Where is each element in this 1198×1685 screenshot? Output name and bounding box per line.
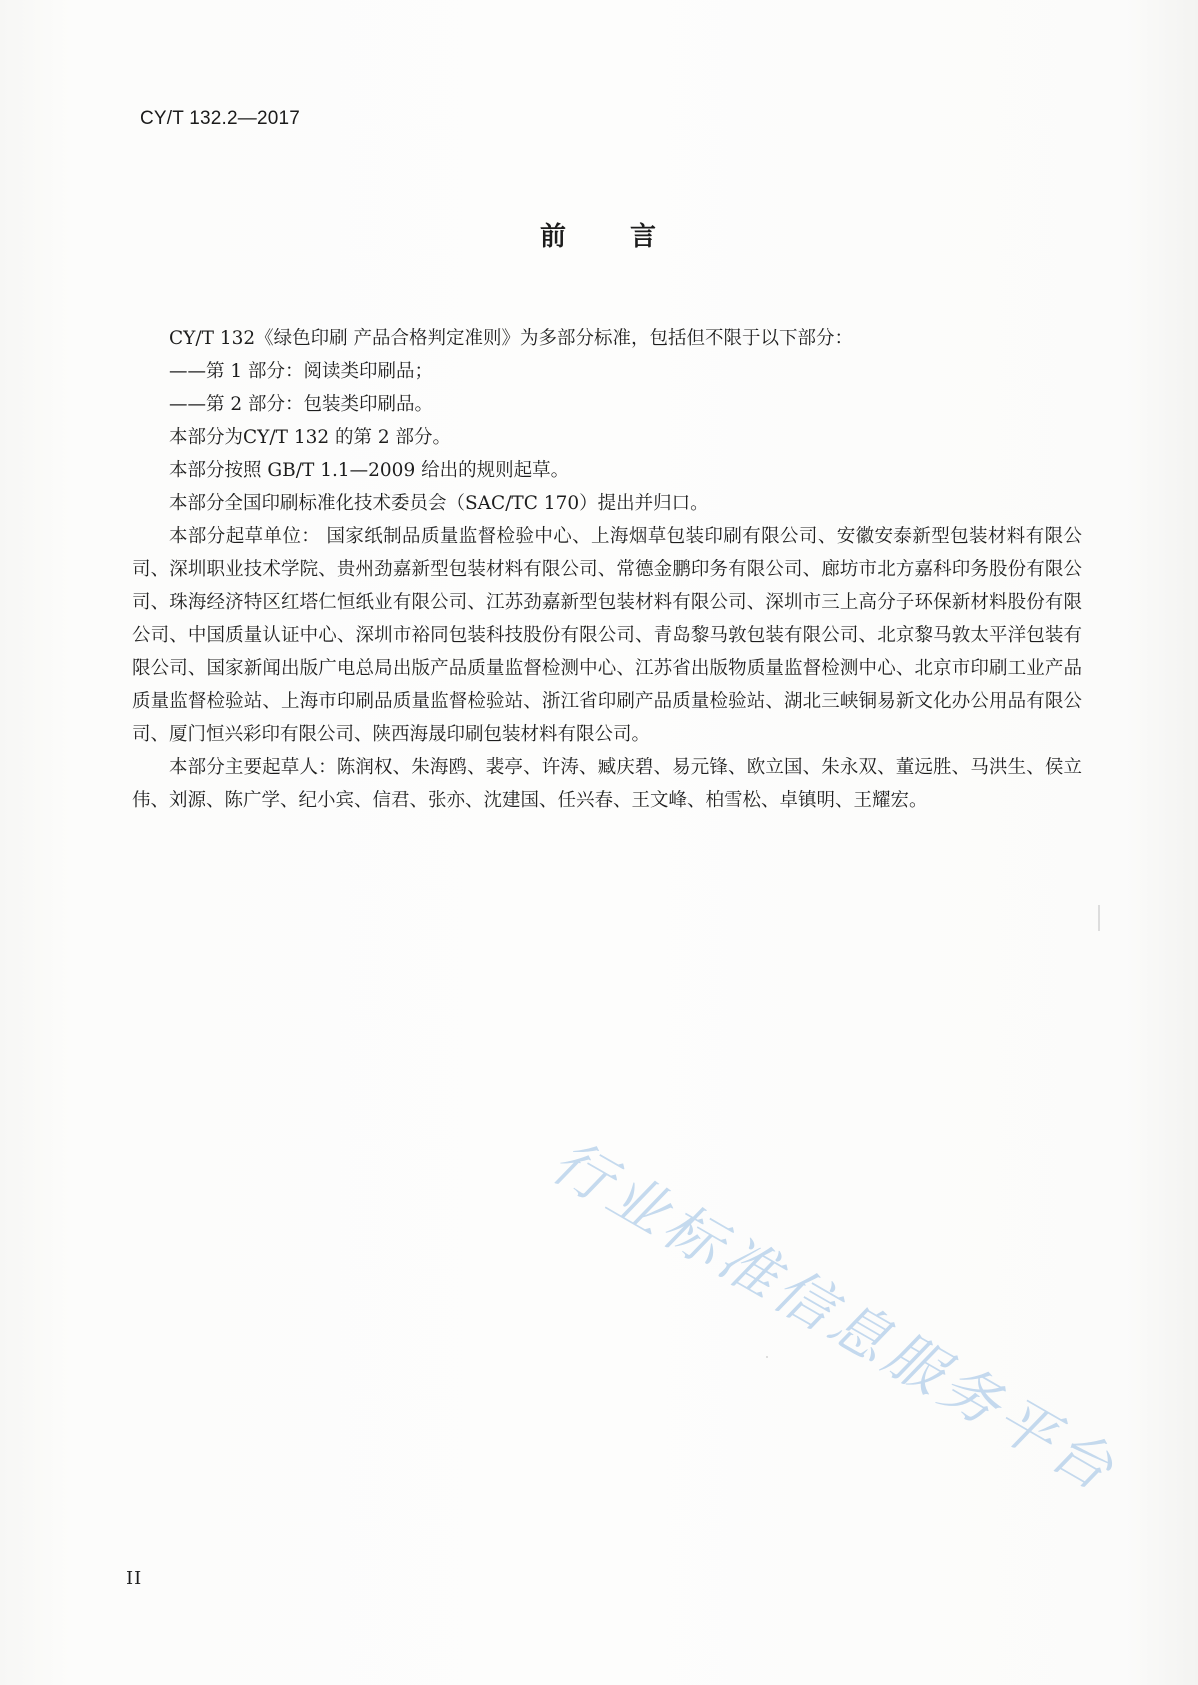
- page-number: II: [126, 1568, 143, 1589]
- scan-speck: [766, 1356, 768, 1358]
- page-title: [0, 216, 1198, 253]
- paragraph-drafters: 本部分主要起草人：陈润权、朱海鸥、裴亭、许涛、臧庆碧、易元锋、欧立国、朱永双、董远胜、马洪生、侯立伟、刘源、陈广学、纪小宾、信君、张亦、沈建国、任兴春、王文峰、柏雪松、卓镇明、王耀宏。: [132, 757, 1082, 811]
- standard-code: CY/T 132.2—2017: [140, 108, 301, 129]
- title-char-2: 言: [630, 222, 659, 252]
- paragraph-committee: 本部分全国印刷标准化技术委员会（SAC/TC 170）提出并归口。: [169, 493, 709, 514]
- list-item-part-1: ——第 1 部分：阅读类印刷品；: [169, 361, 434, 382]
- paragraph-part-statement: 本部分为CY/T 132 的第 2 部分。: [169, 427, 452, 448]
- title-char-1: 前: [539, 222, 568, 252]
- foreword-body: [132, 322, 1082, 817]
- paragraph-intro: CY/T 132《绿色印刷 产品合格判定准则》为多部分标准，包括但不限于以下部分：: [169, 328, 854, 349]
- list-item-part-2: ——第 2 部分：包装类印刷品。: [169, 394, 434, 415]
- watermark-stamp: 行业标准信息服务平台: [540, 1126, 1129, 1506]
- scan-speck: [1098, 905, 1100, 931]
- paragraph-drafting-units: 本部分起草单位： 国家纸制品质量监督检验中心、上海烟草包装印刷有限公司、安徽安泰新型包装材料有限公司、深圳职业技术学院、贵州劲嘉新型包装材料有限公司、常德金鹏印务有限公司、廊坊市北方嘉科印务股份有限公司、珠海经济特区红塔仁恒纸业有限公司、江苏劲嘉新型包装材料有限公司、深圳市三上高分子环保新材料股份有限公司、中国质量认证中心、深圳市裕同包装科技股份有限公司、青岛黎马敦包装有限公司、北京黎马敦太平洋包装有限公司、国家新闻出版广电总局出版产品质量监督检测中心、江苏省出版物质量监督检测中心、北京市印刷工业产品质量监督检验站、上海市印刷品质量监督检验站、浙江省印刷产品质量检验站、湖北三峡铜易新文化办公用品有限公司、厦门恒兴彩印有限公司、陕西海晟印刷包装材料有限公司。: [132, 526, 1082, 745]
- paragraph-drafting-rules: 本部分按照 GB/T 1.1—2009 给出的规则起草。: [169, 460, 570, 481]
